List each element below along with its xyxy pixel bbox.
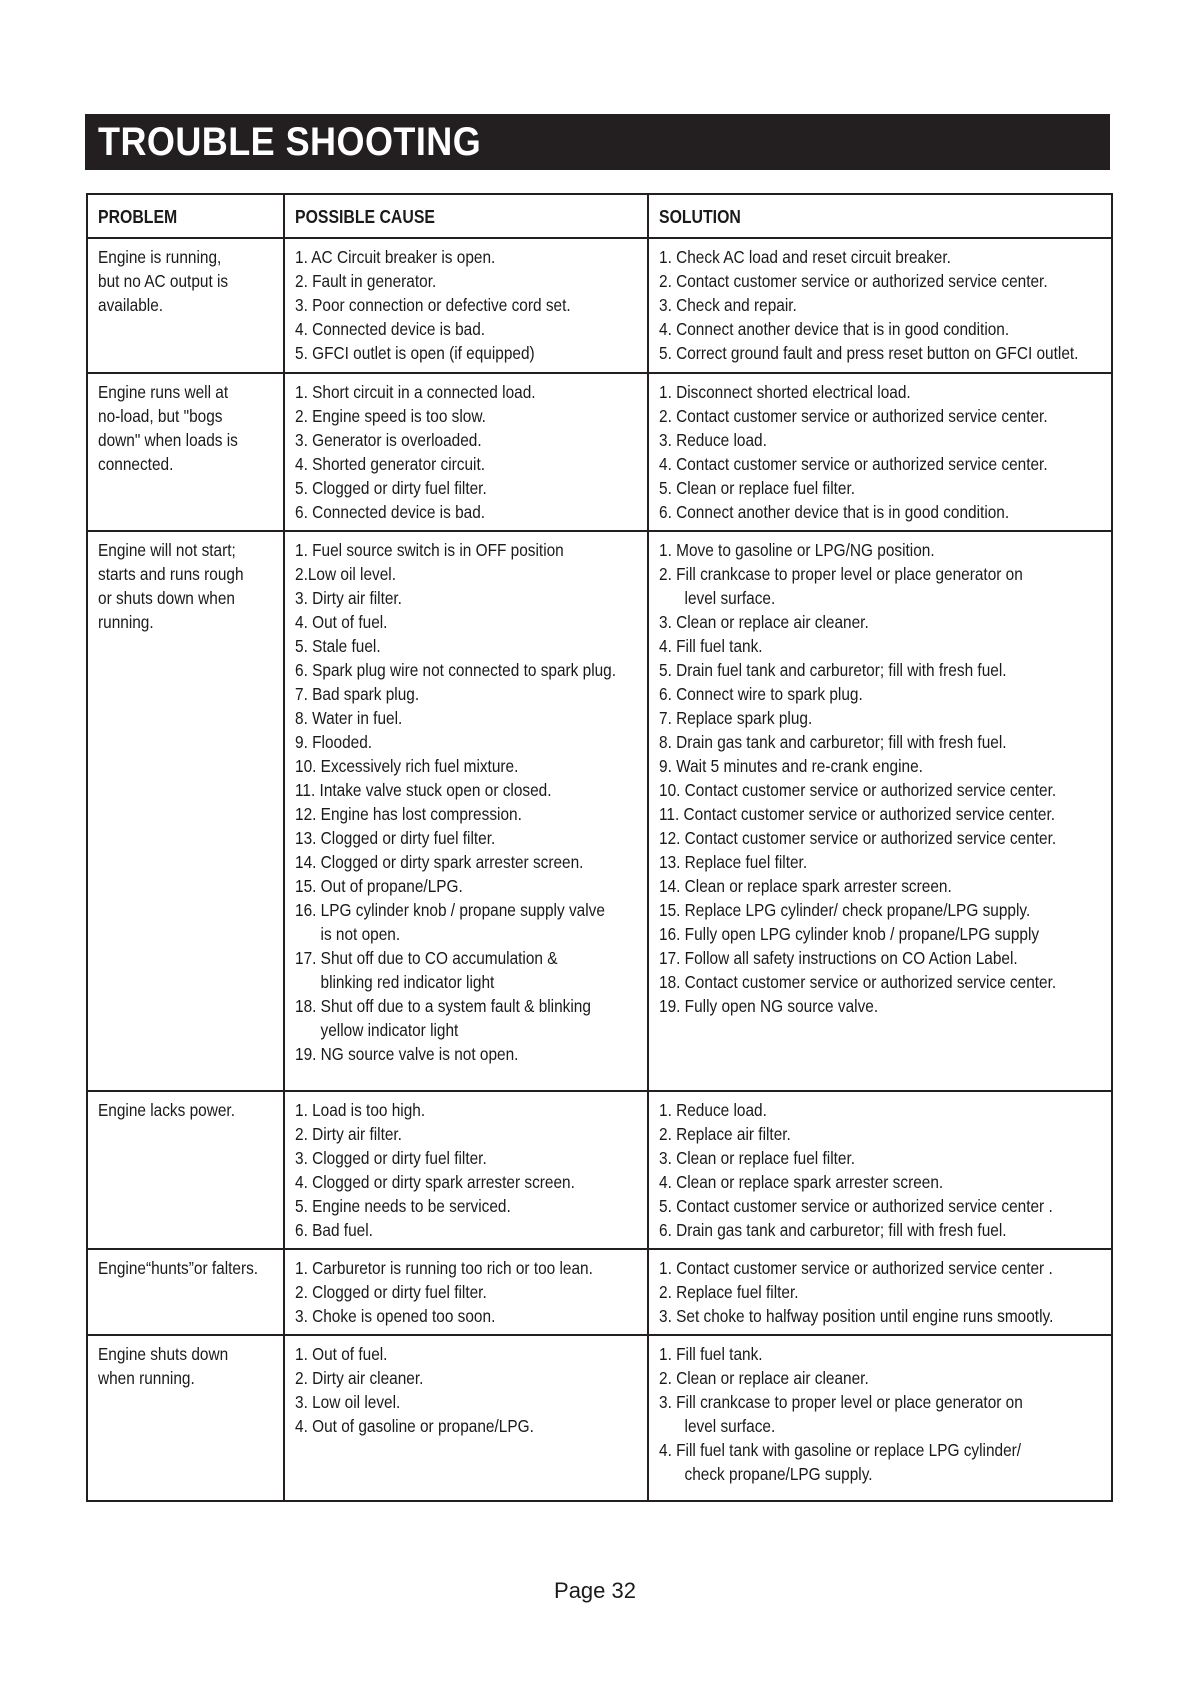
cause-item: 10. Excessively rich fuel mixture. xyxy=(295,756,519,776)
cause-item: yellow indicator light xyxy=(320,1020,459,1040)
table-row xyxy=(87,238,1112,373)
cause-cell xyxy=(284,1335,648,1501)
solution-item: 3. Check and repair. xyxy=(659,295,797,315)
solution-item: 1. Disconnect shorted electrical load. xyxy=(659,382,911,402)
problem-cell-content xyxy=(98,380,274,476)
header-problem xyxy=(87,194,284,238)
problem-text-line: Engine lacks power. xyxy=(98,1100,235,1120)
solution-cell xyxy=(648,1249,1112,1335)
solution-item: 3. Reduce load. xyxy=(659,430,767,450)
cause-item: blinking red indicator light xyxy=(320,972,495,992)
solution-item: 4. Connect another device that is in good condition. xyxy=(659,319,1010,339)
cause-cell xyxy=(284,1091,648,1249)
solution-cell-content xyxy=(659,245,1102,365)
cause-item: 3. Dirty air filter. xyxy=(295,588,402,608)
problem-cell xyxy=(87,373,284,531)
cause-item: 1. Out of fuel. xyxy=(295,1344,388,1364)
cause-item: 2. Dirty air filter. xyxy=(295,1124,402,1144)
cause-item: 18. Shut off due to a system fault & blinking xyxy=(295,996,591,1016)
solution-item: 2. Contact customer service or authorized service center. xyxy=(659,406,1048,426)
cause-item: 5. Stale fuel. xyxy=(295,636,381,656)
solution-item: 10. Contact customer service or authorized service center. xyxy=(659,780,1057,800)
problem-text-line: Engine will not start; xyxy=(98,540,236,560)
header-problem-label: PROBLEM xyxy=(98,207,178,227)
solution-item: 1. Reduce load. xyxy=(659,1100,767,1120)
solution-item: 1. Fill fuel tank. xyxy=(659,1344,763,1364)
header-solution-label: SOLUTION xyxy=(659,207,741,227)
cause-item: 8. Water in fuel. xyxy=(295,708,403,728)
cause-item: 2. Engine speed is too slow. xyxy=(295,406,486,426)
solution-item: 2. Replace fuel filter. xyxy=(659,1282,799,1302)
solution-item: level surface. xyxy=(684,1416,776,1436)
cause-item: 12. Engine has lost compression. xyxy=(295,804,522,824)
header-solution xyxy=(648,194,1112,238)
cause-item: 1. AC Circuit breaker is open. xyxy=(295,247,496,267)
cause-item: 6. Spark plug wire not connected to spark plug. xyxy=(295,660,617,680)
problem-text-line: connected. xyxy=(98,454,174,474)
solution-item: 18. Contact customer service or authorized service center. xyxy=(659,972,1057,992)
problem-cell-content xyxy=(98,538,274,634)
cause-item: 6. Connected device is bad. xyxy=(295,502,486,522)
problem-text-line: or shuts down when xyxy=(98,588,235,608)
solution-item: 17. Follow all safety instructions on CO Action Label. xyxy=(659,948,1018,968)
cause-cell-content xyxy=(295,538,638,1066)
cause-item: 4. Out of gasoline or propane/LPG. xyxy=(295,1416,534,1436)
solution-item: 2. Replace air filter. xyxy=(659,1124,791,1144)
problem-cell xyxy=(87,1091,284,1249)
cause-cell xyxy=(284,1249,648,1335)
cause-item: 3. Generator is overloaded. xyxy=(295,430,482,450)
problem-cell xyxy=(87,1335,284,1501)
cause-cell xyxy=(284,238,648,373)
solution-item: check propane/LPG supply. xyxy=(684,1464,873,1484)
cause-item: 1. Short circuit in a connected load. xyxy=(295,382,536,402)
solution-item: 15. Replace LPG cylinder/ check propane/LPG supply. xyxy=(659,900,1031,920)
table-row xyxy=(87,1335,1112,1501)
table-row xyxy=(87,373,1112,531)
cause-item: 3. Choke is opened too soon. xyxy=(295,1306,496,1326)
problem-text-line: down" when loads is xyxy=(98,430,238,450)
cause-item: 15. Out of propane/LPG. xyxy=(295,876,463,896)
solution-item: 2. Contact customer service or authorized service center. xyxy=(659,271,1048,291)
solution-item: 3. Set choke to halfway position until engine runs smootly. xyxy=(659,1306,1054,1326)
problem-cell-content xyxy=(98,1342,274,1390)
cause-item: 6. Bad fuel. xyxy=(295,1220,373,1240)
cause-item: 1. Carburetor is running too rich or too lean. xyxy=(295,1258,593,1278)
solution-item: 4. Contact customer service or authorized service center. xyxy=(659,454,1048,474)
problem-text-line: but no AC output is xyxy=(98,271,229,291)
solution-item: 6. Drain gas tank and carburetor; fill with fresh fuel. xyxy=(659,1220,1007,1240)
solution-item: 1. Check AC load and reset circuit breaker. xyxy=(659,247,951,267)
cause-item: 7. Bad spark plug. xyxy=(295,684,420,704)
cause-cell-content xyxy=(295,1256,638,1328)
cause-item: 2. Dirty air cleaner. xyxy=(295,1368,424,1388)
cause-cell-content xyxy=(295,245,638,365)
cause-item: 3. Poor connection or defective cord set. xyxy=(295,295,571,315)
problem-text-line: Engine“hunts”or falters. xyxy=(98,1258,259,1278)
cause-item: 14. Clogged or dirty spark arrester screen. xyxy=(295,852,584,872)
solution-cell-content xyxy=(659,1256,1102,1328)
problem-text-line: starts and runs rough xyxy=(98,564,244,584)
cause-item: 2. Clogged or dirty fuel filter. xyxy=(295,1282,487,1302)
solution-item: 16. Fully open LPG cylinder knob / propane/LPG supply xyxy=(659,924,1040,944)
solution-item: 4. Fill fuel tank with gasoline or replace LPG cylinder/ xyxy=(659,1440,1022,1460)
solution-item: 14. Clean or replace spark arrester screen. xyxy=(659,876,952,896)
cause-item: 5. Clogged or dirty fuel filter. xyxy=(295,478,487,498)
cause-item: 17. Shut off due to CO accumulation & xyxy=(295,948,558,968)
problem-text-line: Engine shuts down xyxy=(98,1344,229,1364)
solution-item: 6. Connect another device that is in good condition. xyxy=(659,502,1010,522)
table-row xyxy=(87,1249,1112,1335)
solution-item: 5. Drain fuel tank and carburetor; fill with fresh fuel. xyxy=(659,660,1007,680)
cause-item: 9. Flooded. xyxy=(295,732,373,752)
cause-item: 5. Engine needs to be serviced. xyxy=(295,1196,511,1216)
solution-cell xyxy=(648,373,1112,531)
solution-item: 3. Clean or replace fuel filter. xyxy=(659,1148,856,1168)
cause-cell xyxy=(284,531,648,1091)
solution-cell-content xyxy=(659,1342,1102,1486)
problem-cell xyxy=(87,531,284,1091)
cause-cell xyxy=(284,373,648,531)
cause-item: 16. LPG cylinder knob / propane supply valve xyxy=(295,900,605,920)
solution-item: 12. Contact customer service or authorized service center. xyxy=(659,828,1057,848)
page-number: Page 32 xyxy=(554,1578,636,1603)
solution-item: 1. Move to gasoline or LPG/NG position. xyxy=(659,540,935,560)
cause-item: is not open. xyxy=(320,924,401,944)
solution-cell-content xyxy=(659,538,1102,1018)
solution-cell xyxy=(648,238,1112,373)
problem-cell xyxy=(87,1249,284,1335)
cause-cell-content xyxy=(295,1342,638,1438)
cause-item: 3. Low oil level. xyxy=(295,1392,401,1412)
solution-item: 4. Fill fuel tank. xyxy=(659,636,763,656)
solution-item: 8. Drain gas tank and carburetor; fill with fresh fuel. xyxy=(659,732,1007,752)
cause-item: 2. Fault in generator. xyxy=(295,271,437,291)
page-title: TROUBLE SHOOTING xyxy=(98,120,482,164)
cause-item: 19. NG source valve is not open. xyxy=(295,1044,519,1064)
problem-text-line: Engine is running, xyxy=(98,247,222,267)
problem-cell xyxy=(87,238,284,373)
troubleshooting-table xyxy=(86,193,1113,1502)
solution-item: 2. Fill crankcase to proper level or place generator on xyxy=(659,564,1023,584)
solution-item: 5. Contact customer service or authorized service center . xyxy=(659,1196,1053,1216)
table-header-row xyxy=(87,194,1112,238)
solution-item: 19. Fully open NG source valve. xyxy=(659,996,879,1016)
solution-item: 1. Contact customer service or authorized service center . xyxy=(659,1258,1053,1278)
solution-item: 4. Clean or replace spark arrester screen. xyxy=(659,1172,944,1192)
cause-item: 4. Clogged or dirty spark arrester screen. xyxy=(295,1172,575,1192)
problem-cell-content xyxy=(98,245,274,317)
table-body xyxy=(87,238,1112,1501)
problem-text-line: available. xyxy=(98,295,164,315)
cause-item: 1. Load is too high. xyxy=(295,1100,426,1120)
solution-item: 2. Clean or replace air cleaner. xyxy=(659,1368,869,1388)
solution-cell xyxy=(648,1091,1112,1249)
problem-text-line: running. xyxy=(98,612,154,632)
solution-item: level surface. xyxy=(684,588,776,608)
cause-item: 4. Connected device is bad. xyxy=(295,319,486,339)
problem-text-line: no-load, but "bogs xyxy=(98,406,223,426)
solution-item: 9. Wait 5 minutes and re-crank engine. xyxy=(659,756,923,776)
solution-item: 3. Clean or replace air cleaner. xyxy=(659,612,869,632)
table-row xyxy=(87,531,1112,1091)
problem-cell-content xyxy=(98,1098,274,1122)
cause-item: 4. Shorted generator circuit. xyxy=(295,454,486,474)
solution-cell xyxy=(648,1335,1112,1501)
solution-item: 7. Replace spark plug. xyxy=(659,708,813,728)
solution-item: 3. Fill crankcase to proper level or place generator on xyxy=(659,1392,1023,1412)
solution-item: 11. Contact customer service or authorized service center. xyxy=(659,804,1056,824)
cause-item: 13. Clogged or dirty fuel filter. xyxy=(295,828,496,848)
solution-item: 6. Connect wire to spark plug. xyxy=(659,684,863,704)
cause-cell-content xyxy=(295,1098,638,1242)
cause-item: 11. Intake valve stuck open or closed. xyxy=(295,780,552,800)
solution-item: 13. Replace fuel filter. xyxy=(659,852,808,872)
cause-cell-content xyxy=(295,380,638,524)
table-row xyxy=(87,1091,1112,1249)
title-bar xyxy=(85,114,1110,170)
cause-item: 3. Clogged or dirty fuel filter. xyxy=(295,1148,487,1168)
problem-text-line: when running. xyxy=(98,1368,195,1388)
cause-item: 2.Low oil level. xyxy=(295,564,397,584)
cause-item: 1. Fuel source switch is in OFF position xyxy=(295,540,564,560)
solution-cell-content xyxy=(659,1098,1102,1242)
header-possible-cause xyxy=(284,194,648,238)
problem-text-line: Engine runs well at xyxy=(98,382,229,402)
cause-item: 5. GFCI outlet is open (if equipped) xyxy=(295,343,535,363)
solution-item: 5. Clean or replace fuel filter. xyxy=(659,478,856,498)
problem-cell-content xyxy=(98,1256,274,1280)
solution-cell-content xyxy=(659,380,1102,524)
cause-item: 4. Out of fuel. xyxy=(295,612,388,632)
header-possible-cause-label: POSSIBLE CAUSE xyxy=(295,207,435,227)
solution-item: 5. Correct ground fault and press reset button on GFCI outlet. xyxy=(659,343,1079,363)
solution-cell xyxy=(648,531,1112,1091)
